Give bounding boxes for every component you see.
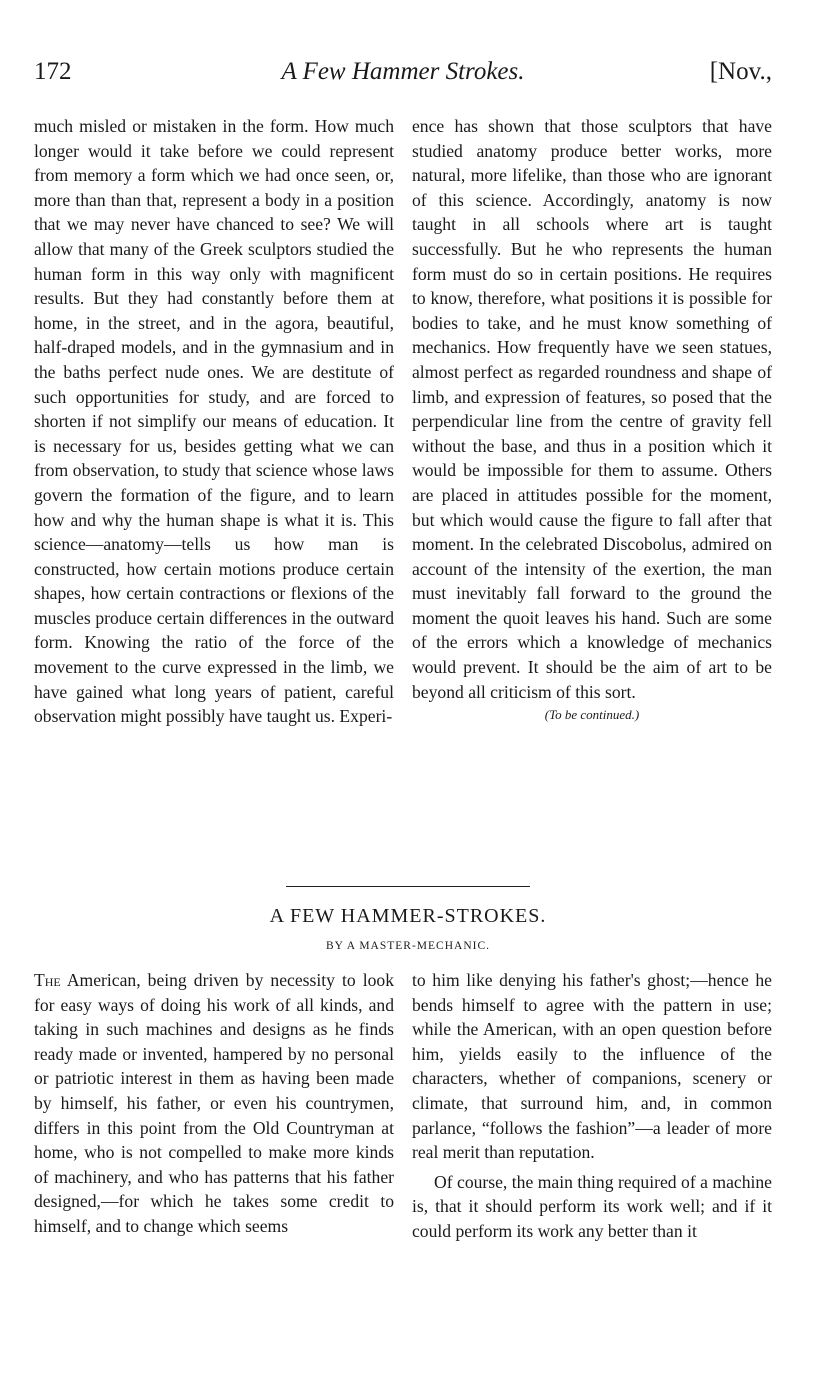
article-title: A FEW HAMMER-STROKES. [269,905,547,927]
paragraph: much misled or mistaken in the form. How much longer would it take before we could represent from memory a form which we had once seen, or, more than than that, represent a body in a position that we may never have chanced to see? We will allow that many of the Greek sculptors studied the human form in this way only with magnificent results. But they had constantly before them at home, in the street, and in the agora, beautiful, half-draped models, and in the gymnasium and in the baths perfect nude ones. We are destitute of such opportunities for study, and are forced to shorten if not simplify our means of education. It is necessary for us, besides getting what we can from observation, to study that science whose laws govern the formation of the figure, and to learn how and why the human shape is what it is. This science—anatomy—tells us how man is constructed, how certain motions produce certain shapes, how certain contractions or flexions of the muscles produce certain differences in the outward form. Knowing the ratio of the force of the movement to the curve expressed in the limb, we have gained what long years of patient, careful observation might possibly have taught us. Experi- [34,116,394,727]
page-number: 172 [34,58,72,85]
paragraph: Of course, the main thing required of a machine is, that it should perform its work well; and if it could perform its work any better than it [412,1171,772,1241]
paragraph: to him like denying his father's ghost;—hence he bends himself to agree with the pattern in use; while the American, with an open question before him, yields easily to the influence of the characters, whether of companions, scenery or climate, that surround him, and, in common parlance, “follows the fashion”—a leader of more real merit than reputation. [412,970,772,1163]
paragraph: ence has shown that those sculptors that have studied anatomy produce better works, more natural, more lifelike, than those who are ignorant of this science. Accordingly, anatomy is now taught in all schools where art is taught successfully. But he who represents the human form must do so in certain positions. He requires to know, therefore, what positions it is possible for bodies to take, and he must know something of mechanics. How frequently have we seen statues, almost perfect as regarded roundness and shape of limb, and expression of features, so posed that the perpendicular line from the centre of gravity fell without the base, and thus in a position which it would be impossible for them to assume. Others are placed in attitudes possible for the moment, but which would cause the figure to fall after that moment. In the celebrated Discobolus, admired on account of the intensity of the exertion, the man must inevitably fall forward to the ground the moment the quoit leaves his hand. Such are some of the errors which a knowledge of mechanics would prevent. It should be the aim of art to be beyond all criticism of this sort. [412,116,772,702]
article-column-2 [412,968,772,1244]
section-divider [286,886,530,887]
article-byline: BY A MASTER-MECHANIC. [325,940,491,952]
running-title: A Few Hammer Strokes. [281,58,525,85]
to-be-continued-note: (To be continued.) [544,707,640,723]
paragraph-text: American, being driven by necessity to look for easy ways of doing his work of all kinds, and taking in such machines and designs as he finds ready made or invented, hampered by no personal or patriotic interest in them as having been made by himself, his father, or even his countrymen, differs in this point from the Old Countryman at home, who is not compelled to make more kinds of machinery, and who has patterns that his father designed,—for which he takes some credit to himself, and to change which seems [34,970,394,1236]
issue-month: [Nov., [709,58,772,85]
previous-article-column-1 [34,114,394,729]
paragraph [34,968,394,1239]
previous-article-column-2 [412,114,772,724]
page-header [34,58,772,94]
dropcap-word: The [34,970,61,990]
article-column-1 [34,968,394,1239]
